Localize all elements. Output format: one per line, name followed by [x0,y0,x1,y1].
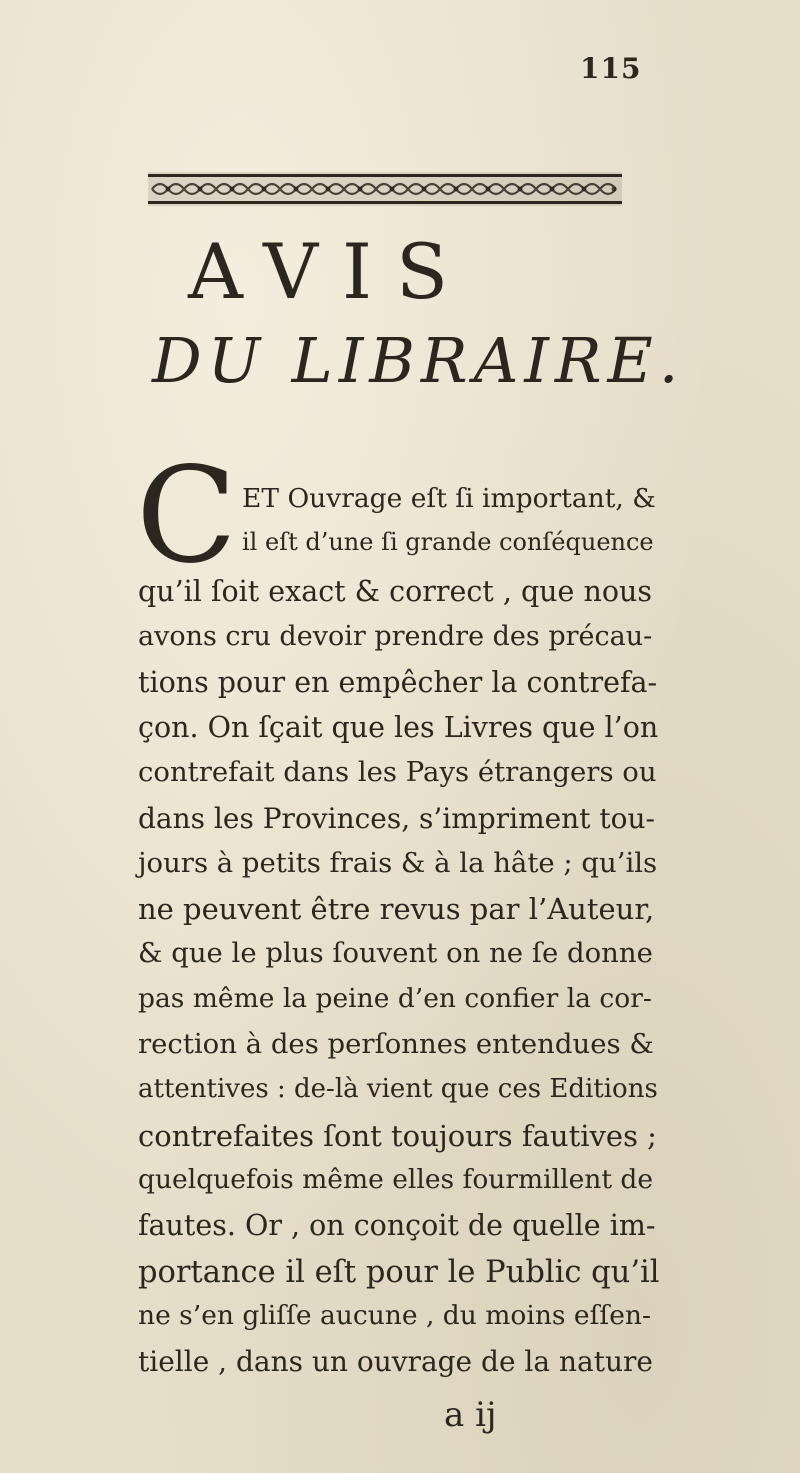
text-line: tielle , dans un ouvrage de la nature [138,1345,653,1378]
text-line: ne peuvent être revus par l’Auteur, [138,892,655,926]
ornamental-headpiece [148,172,622,206]
title-du-libraire: DU LIBRAIRE. [152,324,685,397]
text-line: pas même la peine d’en confier la cor- [138,983,652,1014]
drop-cap: C [136,439,237,593]
text-line: çon. On ſçait que les Livres que l’on [138,711,659,744]
text-line: tions pour en empêcher la contrefa- [138,666,658,699]
text-line: ET Ouvrage eſt ſi important, & [242,483,656,514]
title-avis: AVIS [188,227,473,316]
text-line: rection à des perſonnes entendues & [138,1028,654,1060]
text-line: qu’il ſoit exact & correct , que nous [138,575,652,608]
signature-mark: a ij [444,1395,497,1435]
text-line: contrefaites ſont toujours fautives ; [138,1119,657,1153]
text-line: il eſt d’une ſi grande conſéquence [242,528,654,556]
text-line: dans les Provinces, s’impriment tou- [138,802,655,835]
text-line: ne s’en gliſſe aucune , du moins eſſen- [138,1300,651,1331]
text-line: avons cru devoir prendre des précau- [138,621,653,652]
text-line: portance il eſt pour le Public qu’il [138,1255,660,1290]
text-line: quelquefois même elles fourmillent de [138,1164,654,1195]
text-line: fautes. Or , on conçoit de quelle im- [138,1209,656,1242]
text-line: jours à petits frais & à la hâte ; qu’ils [138,847,658,879]
text-line: contrefait dans les Pays étrangers ou [138,756,657,788]
page-number: 115 [580,52,642,85]
text-line: attentives : de-là vient que ces Editions [138,1074,658,1104]
text-line: & que le plus ſouvent on ne ſe donne [138,937,653,969]
